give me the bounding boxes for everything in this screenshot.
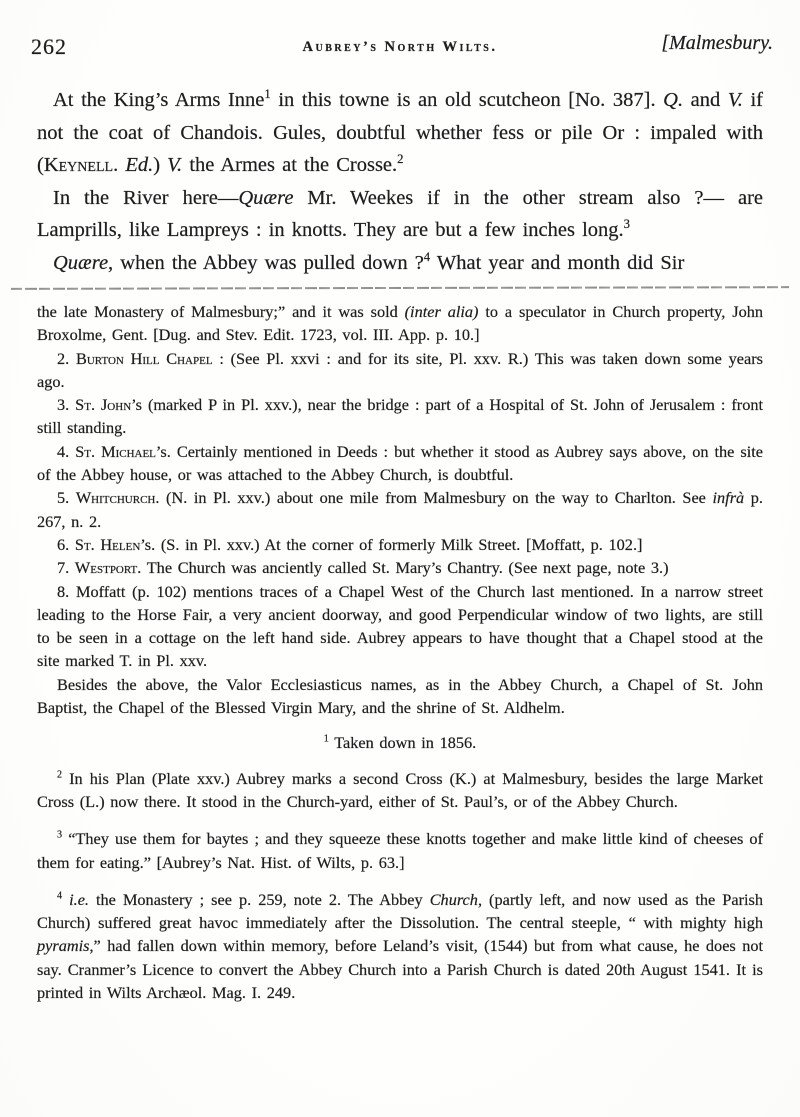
text-segment: In the River here— [53, 186, 239, 209]
text-segment: What year and month did Sir [430, 251, 685, 274]
text-segment: ’s (marked P in Pl. xxv.), near the bridge : part of a Hospital of St. John of Jerusalem : front still standing. [37, 395, 764, 438]
text-segment: 7. [57, 558, 75, 578]
text-segment: St. John [75, 395, 132, 415]
text-segment: 1 [264, 87, 271, 102]
text-segment: Westport [74, 558, 138, 578]
text-segment: 3. [57, 395, 76, 415]
text-segment: 3 [57, 829, 63, 841]
footnote-paragraph [37, 393, 763, 440]
text-segment: Quære [53, 251, 109, 274]
text-segment: 1 [323, 733, 329, 745]
body-paragraph [37, 84, 763, 182]
text-segment: . (N. in Pl. xxv.) about one mile from Malmesbury on the way to Charlton. See [155, 488, 713, 508]
text-segment: the Monastery ; see p. 259, note 2. The Abbey [88, 889, 430, 909]
body-paragraph [37, 247, 763, 280]
text-segment: St. Helen [74, 534, 141, 554]
text-segment: At the King’s Arms Inne [53, 89, 265, 111]
running-header [31, 32, 773, 60]
text-segment: In his Plan (Plate xxv.) Aubrey marks a second Cross (K.) at Malmesbury, besides the large Market Cross (L.) now there. It stood in the Church-yard, either of St. Paul’s, or of the Abbey Church. [37, 768, 763, 811]
main-text-block [37, 84, 763, 279]
text-segment: 5. [57, 488, 76, 508]
text-segment: Burton Hill Chapel [75, 348, 213, 368]
running-side-note: [Malmesbury. [661, 32, 773, 54]
text-segment: : (See Pl. xxvi : and for its site, Pl. xxv. R.) This was taken down some years ago. [37, 348, 763, 391]
page-number: 262 [31, 34, 67, 59]
footnote-paragraph [37, 673, 763, 720]
text-segment: V. [167, 154, 183, 176]
text-segment: ) [153, 154, 168, 176]
text-segment: to a speculator in Church property, John Broxolme, Gent. [Dug. and Stev. Edit. 1723, vol. III. App. p. 10.] [37, 302, 763, 345]
body-paragraph [37, 182, 763, 247]
text-segment: . [113, 154, 126, 176]
footnote-paragraph [37, 533, 763, 556]
footnote-paragraph [37, 440, 763, 487]
text-segment: Q. [663, 89, 684, 111]
footnotes-block [37, 300, 763, 1004]
text-segment: Mr. Weekes if in the other stream also ?— are Lamprills, like Lampreys : in knotts. They are but a few inches long. [37, 186, 763, 241]
text-segment: “They use them for baytes ; and they squeeze these knotts together and make little kind of cheeses of them for eating.” [Aubrey’s Nat. Hist. of Wilts, p. 63.] [37, 829, 763, 872]
text-segment: the late Monastery of Malmesbury;” and it was sold [37, 302, 405, 321]
text-segment: Church [429, 889, 478, 909]
text-segment: 8. Moffatt (p. 102) mentions traces of a Chapel West of the Church last mentioned. In a narrow street leading to the Horse Fair, a very ancient doorway, and good Perpendicular window of two lights, are still to be seen in a cottage on the left hand side. Aubrey appears to have thought that a Chapel stood at the site marked T. in Pl. xxv. [37, 581, 763, 671]
text-segment: , when the Abbey was pulled down ? [108, 251, 424, 274]
text-segment: (inter alia) [404, 302, 479, 321]
footnote-paragraph [37, 731, 763, 754]
text-segment: infrà [712, 488, 745, 508]
footnote-paragraph [37, 888, 763, 1004]
text-segment: Besides the above, the Valor Ecclesiasticus names, as in the Abbey Church, a Chapel of St. John Baptist, the Chapel of the Blessed Virgin Mary, and the shrine of St. Aldhelm. [37, 674, 763, 718]
text-segment: 2. [57, 348, 76, 368]
text-segment: . The Church was anciently called St. Mary’s Chantry. (See next page, note 3.) [137, 558, 669, 578]
footnote-paragraph [37, 767, 763, 814]
footnote-paragraph [37, 486, 763, 533]
text-segment: in this towne is an old scutcheon [No. 387]. [270, 89, 664, 111]
footnote-paragraph [37, 300, 763, 347]
text-segment: Keynell [43, 154, 114, 176]
text-segment: V. [727, 89, 743, 111]
text-segment: i.e. [69, 889, 89, 909]
text-segment: Quære [238, 186, 294, 209]
footnote-divider-rule [11, 286, 789, 290]
text-segment: ,” had fallen down within memory, before Leland’s visit, (1544) but from what cause, he does not say. Cranmer’s Licence to convert the Abbey Church into a Parish Church is dated 20th August 1541. It is printed in Wilts Archæol. Mag. I. 249. [37, 936, 763, 1003]
text-segment: and [683, 89, 728, 111]
text-segment: p. 267, n. 2. [37, 488, 763, 531]
footnote-paragraph [37, 580, 763, 673]
text-segment: 2 [397, 152, 404, 167]
text-segment: if not the coat of Chandois. Gules, doubtful whether fess or pile Or : impaled with ( [37, 89, 763, 176]
footnote-paragraph [37, 347, 763, 394]
running-title: Aubrey’s North Wilts. [302, 39, 498, 55]
text-segment: 4 [57, 890, 63, 902]
text-segment: pyramis [37, 936, 90, 956]
footnote-paragraph [37, 827, 763, 874]
text-segment: Taken down in 1856. [328, 733, 477, 753]
text-segment: ’s. Certainly mentioned in Deeds : but whether it stood as Aubrey says above, on the site of the Abbey house, or was attached to the Abbey Church, is doubtful. [37, 441, 764, 485]
text-segment: Whitchurch [75, 488, 156, 508]
text-segment: Ed. [125, 154, 154, 176]
text-segment: ’s. (S. in Pl. xxv.) At the corner of formerly Milk Street. [Moffatt, p. 102.] [140, 534, 643, 554]
text-segment: 2 [57, 769, 63, 781]
text-segment: , (partly left, and now used as the Parish Church) suffered great havoc immediately after the Dissolution. The central steeple, “ with mighty high [37, 889, 763, 933]
text-segment: the Armes at the Crosse. [182, 154, 398, 176]
text-segment: St. Michael [75, 441, 156, 461]
text-segment: 4. [57, 441, 76, 461]
footnote-paragraph [37, 556, 763, 579]
text-segment: 3 [623, 217, 631, 232]
text-segment: 6. [57, 534, 75, 554]
text-segment: 4 [423, 249, 431, 264]
